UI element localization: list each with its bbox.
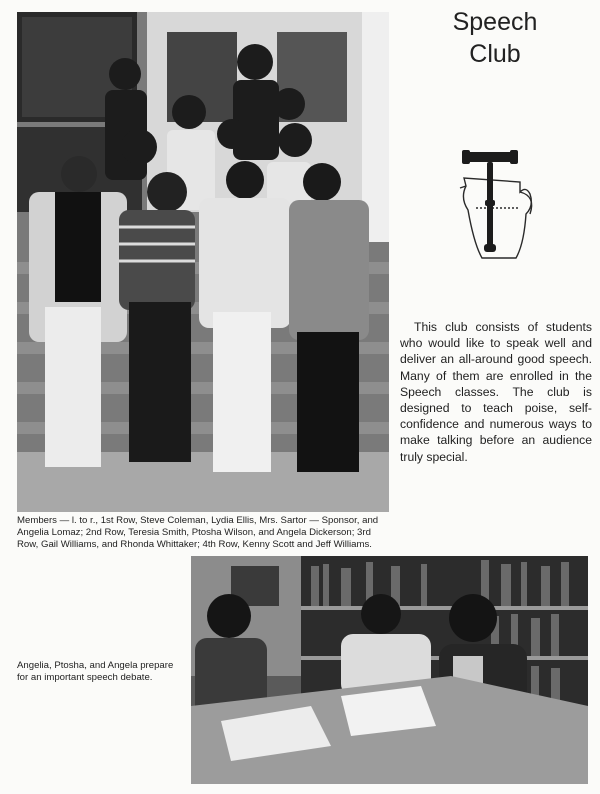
group-photo — [17, 12, 389, 512]
study-photo — [191, 556, 588, 784]
title-line-2: Club — [469, 40, 521, 68]
members-caption: Members — l. to r., 1st Row, Steve Coleman, Lydia Ellis, Mrs. Sartor — Sponsor, and Angelia Lomaz; 2nd Row, Teresia Smith, Ptosha Wilson, and Angela Dickerson; 3rd Row, Gail Williams, and Rhonda Whittaker; 4th Row, Kenny Scott and Jeff Williams. — [17, 515, 379, 551]
club-description: This club consists of students who would like to speak well and deliver an all-around good speech. Many of them are enrolled in the Speech classes. The club is designed to teach poise, self-confidence and numerous ways to make talking before an audience truly special. — [400, 320, 592, 464]
gavel-pitcher-icon — [456, 148, 538, 266]
study-caption: Angelia, Ptosha, and Angela prepare for an important speech debate. — [17, 660, 174, 684]
title-line-1: Speech — [452, 8, 538, 36]
page-title — [430, 6, 560, 70]
